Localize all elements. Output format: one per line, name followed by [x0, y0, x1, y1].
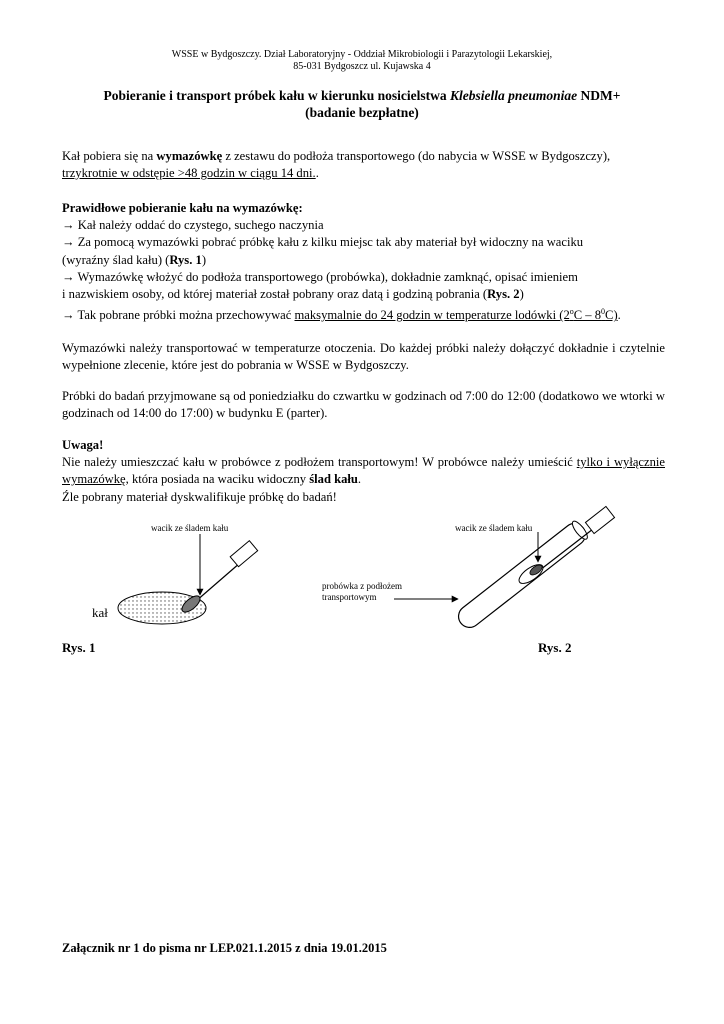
header-line-2: 85-031 Bydgoszcz ul. Kujawska 4 — [293, 61, 431, 72]
figure-1-illustration — [118, 534, 258, 624]
procedure-step-4: → Tak pobrane próbki można przechowywać maksymalnie do 24 godzin w temperaturze lodówki $(2^oC - 8^0C)$. — [62, 307, 621, 323]
warning-text: Nie należy umieszczać kału w probówce z podłożem transportowym! W probówce należy umieścić tylko i wyłącznie wymazówkę, która posiada na waciku widoczny ślad kału. — [62, 455, 665, 487]
procedure-step-1: → Kał należy oddać do czystego, suchego naczynia — [62, 218, 324, 233]
fig2-tube-label: probówka z podłożem transportowym — [322, 581, 402, 602]
intro-paragraph: Kał pobiera się na wymazówkę z zestawu do podłoża transportowego (do nabycia w WSSE w Bydgoszczy), trzykrotnie w odstępie >48 godzin w ciągu 14 dni.. — [62, 149, 611, 181]
storage-limit: maksymalnie do 24 godzin w temperaturze lodówki $(2^oC - 8^0C)$ — [294, 307, 618, 323]
warning-heading: Uwaga! — [62, 438, 104, 452]
fig2-swab-label: wacik ze śladem kału — [455, 523, 533, 533]
swab-handle — [230, 541, 258, 567]
figure-ref-1: Rys. 1 — [169, 252, 202, 267]
procedure-step-2: → Za pomocą wymazówki pobrać próbkę kału z kilku miejsc tak aby materiał był widoczny na waciku (wyraźny ślad kału) (Rys. 1) — [62, 235, 584, 267]
collection-frequency: trzykrotnie w odstępie >48 godzin w ciągu 14 dni. — [62, 166, 316, 181]
figure-1-caption: Rys. 1 — [62, 640, 96, 655]
attachment-footer: Załącznik nr 1 do pisma nr LEP.021.1.2015 z dnia 19.01.2015 — [62, 941, 387, 955]
fig1-swab-label: wacik ze śladem kału — [151, 523, 229, 533]
procedure-heading: Prawidłowe pobieranie kału na wymazówkę: — [62, 201, 303, 215]
header-line-1: WSSE w Bydgoszczy. Dział Laboratoryjny - Oddział Mikrobiologii i Parazytologii Lekarskiej, — [171, 49, 553, 60]
title-line-2: (badanie bezpłatne) — [305, 105, 419, 120]
title-line-1: Pobieranie i transport próbek kału w kierunku nosicielstwa Klebsiella pneumoniae NDM+ — [103, 88, 621, 103]
warning-disqualify: Źle pobrany materiał dyskwalifikuje próbkę do badań! — [62, 489, 337, 504]
hours-paragraph: Próbki do badań przyjmowane są od poniedziałku do czwartku w godzinach od 7:00 do 12:00 (dodatkowo we wtorki w godzinach od 14:00 do 17:00) w budynku E (parter). — [62, 389, 665, 421]
fig1-stool-label: kał — [92, 605, 108, 620]
transport-paragraph: Wymazówki należy transportować w temperaturze otoczenia. Do każdej próbki należy dołączyć dokładnie i czytelnie wypełnione zlecenie, które jest do pobrania w WSSE w Bydgoszczy. — [62, 341, 665, 373]
figure-2-caption: Rys. 2 — [538, 640, 572, 655]
organism-name: Klebsiella pneumoniae — [450, 88, 578, 103]
procedure-step-3: → Wymazówkę włożyć do podłoża transportowego (probówka), dokładnie zamknąć, opisać imieniem i nazwiskiem osoby, od której materiał został pobrany oraz datą i godziną pobrania (Rys. 2) — [62, 269, 578, 302]
figure-ref-2: Rys. 2 — [487, 287, 520, 302]
swab-handle-2 — [585, 506, 614, 533]
